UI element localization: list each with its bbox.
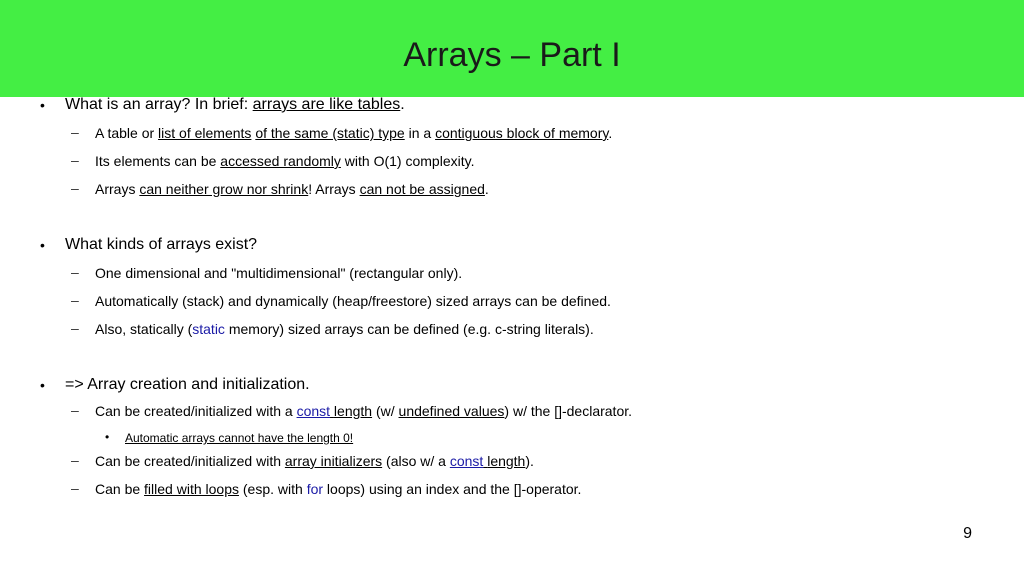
sub-item-dimensional: – One dimensional and "multidimensional" (rectangular only). (71, 264, 463, 281)
sub-sub-item-length-zero: • Automatic arrays cannot have the length 0! (105, 430, 354, 445)
dash: – (71, 402, 79, 418)
sub-item-automatic-dynamic: – Automatically (stack) and dynamically (heap/freestore) sized arrays can be defined. (71, 292, 611, 309)
keyword-for: for (306, 481, 324, 497)
bullet-dot: • (40, 377, 45, 393)
dash: – (71, 480, 79, 496)
keyword-const: const (449, 453, 484, 469)
sub-item-filled-loops: – Can be filled with loops (esp. with for loops) using an index and the []-operator. (71, 480, 582, 497)
sub-item-grow-shrink: – Arrays can neither grow nor shrink! Arrays can not be assigned. (71, 180, 489, 197)
keyword-const: const (296, 403, 331, 419)
keyword-static: static (192, 321, 225, 337)
dash: – (71, 152, 79, 168)
sub-item-random-access: – Its elements can be accessed randomly with O(1) complexity. (71, 152, 475, 169)
bullet-creation-initialization: • => Array creation and initialization. (40, 376, 310, 393)
slide-title: Arrays – Part I (403, 36, 621, 74)
sub-item-static: – Also, statically (static memory) sized arrays can be defined (e.g. c-string literals). (71, 320, 594, 337)
bullet-dot: • (40, 97, 45, 113)
bullet-kinds-of-arrays: • What kinds of arrays exist? (40, 236, 258, 253)
dash: – (71, 320, 79, 336)
dash: – (71, 452, 79, 468)
dash: – (71, 180, 79, 196)
sub-item-const-length: – Can be created/initialized with a const length (w/ undefined values) w/ the []-declarator. (71, 402, 633, 419)
page-number: 9 (963, 525, 972, 542)
bullet-what-is-array: • What is an array? In brief: arrays are like tables. (40, 96, 405, 113)
bullet-dot: • (105, 430, 110, 444)
bullet-dot: • (40, 237, 45, 253)
sub-item-array-initializers: – Can be created/initialized with array initializers (also w/ a const length). (71, 452, 534, 469)
dash: – (71, 292, 79, 308)
dash: – (71, 264, 79, 280)
sub-item-table: – A table or list of elements of the same (static) type in a contiguous block of memory. (71, 124, 613, 141)
dash: – (71, 124, 79, 140)
